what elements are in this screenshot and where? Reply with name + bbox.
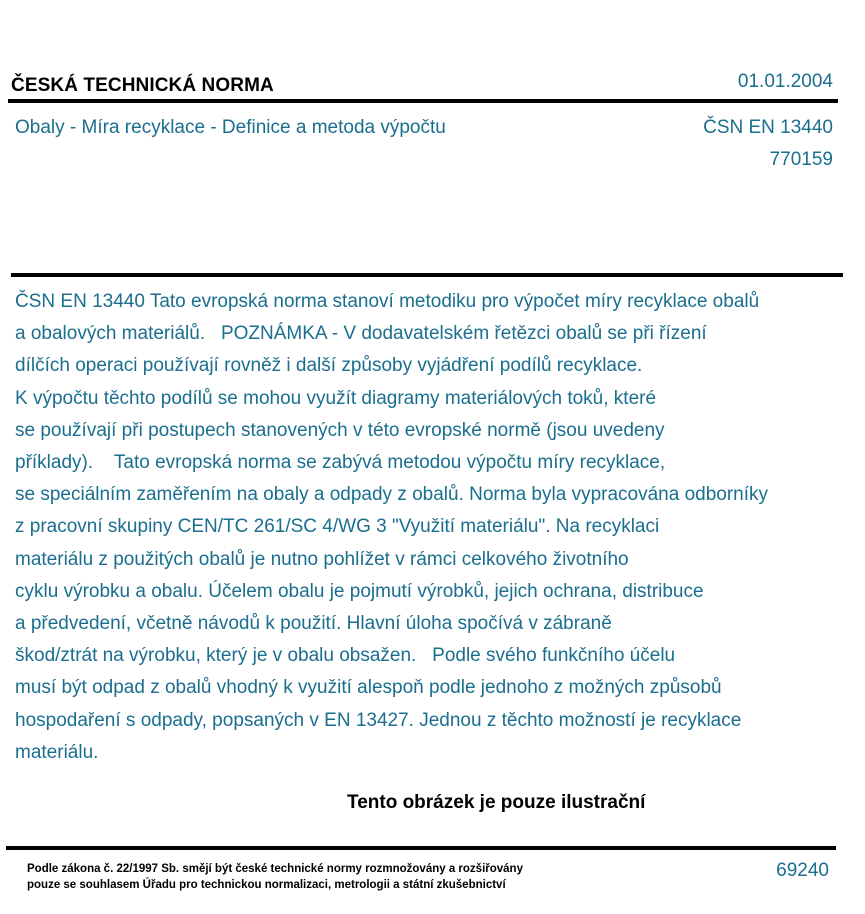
page-count: 69240	[776, 860, 829, 881]
abstract-text	[15, 286, 865, 769]
abstract-line: cyklu výrobku a obalu. Účelem obalu je pojmutí výrobků, jejich ochrana, distribuce	[15, 580, 704, 602]
legal-notice	[27, 861, 523, 893]
legal-notice-line: pouze se souhlasem Úřadu pro technickou normalizaci, metrologii a státní zkušebnictví	[27, 879, 506, 891]
abstract-line: z pracovní skupiny CEN/TC 261/SC 4/WG 3 "Využití materiálu". Na recyklaci	[15, 516, 660, 538]
document-code: ČSN EN 13440	[703, 117, 833, 138]
abstract-line: a předvedení, včetně návodů k použití. Hlavní úloha spočívá v zábraně	[15, 613, 612, 635]
section-rule	[11, 273, 843, 277]
document-number: 770159	[769, 149, 833, 170]
document-subtitle: Obaly - Míra recyklace - Definice a metoda výpočtu	[15, 117, 446, 138]
document-header-title: ČESKÁ TECHNICKÁ NORMA	[11, 75, 274, 96]
header-rule	[8, 99, 838, 103]
abstract-line: musí být odpad z obalů vhodný k využití alespoň podle jednoho z možných způsobů	[15, 677, 722, 699]
document-date: 01.01.2004	[737, 71, 833, 92]
abstract-line: materiálu.	[15, 741, 99, 763]
abstract-line: a obalových materiálů. POZNÁMKA - V dodavatelském řetězci obalů se při řízení	[15, 323, 707, 345]
abstract-line: se speciálním zaměřením na obaly a odpady z obalů. Norma byla vypracována odborníky	[15, 484, 769, 506]
abstract-line: se používají při postupech stanovených v této evropské normě (jsou uvedeny	[15, 419, 665, 441]
abstract-line: ČSN EN 13440 Tato evropská norma stanoví metodiku pro výpočet míry recyklace obalů	[15, 291, 760, 312]
abstract-line: příklady). Tato evropská norma se zabývá metodou výpočtu míry recyklace,	[15, 452, 666, 474]
legal-notice-line: Podle zákona č. 22/1997 Sb. smějí být české technické normy rozmnožovány a rozšiřovány	[27, 863, 523, 875]
abstract-line: hospodaření s odpady, popsaných v EN 13427. Jednou z těchto možností je recyklace	[15, 709, 742, 731]
abstract-line: škod/ztrát na výrobku, který je v obalu obsažen. Podle svého funkčního účelu	[15, 645, 676, 667]
abstract-line: K výpočtu těchto podílů se mohou využít diagramy materiálových toků, které	[15, 387, 657, 409]
illustration-disclaimer: Tento obrázek je pouze ilustrační	[347, 792, 646, 813]
abstract-line: dílčích operaci používají rovněž i další způsoby vyjádření podílů recyklace.	[15, 355, 643, 377]
abstract-line: materiálu z použitých obalů je nutno pohlížet v rámci celkového životního	[15, 548, 629, 570]
footer-rule	[6, 846, 836, 850]
